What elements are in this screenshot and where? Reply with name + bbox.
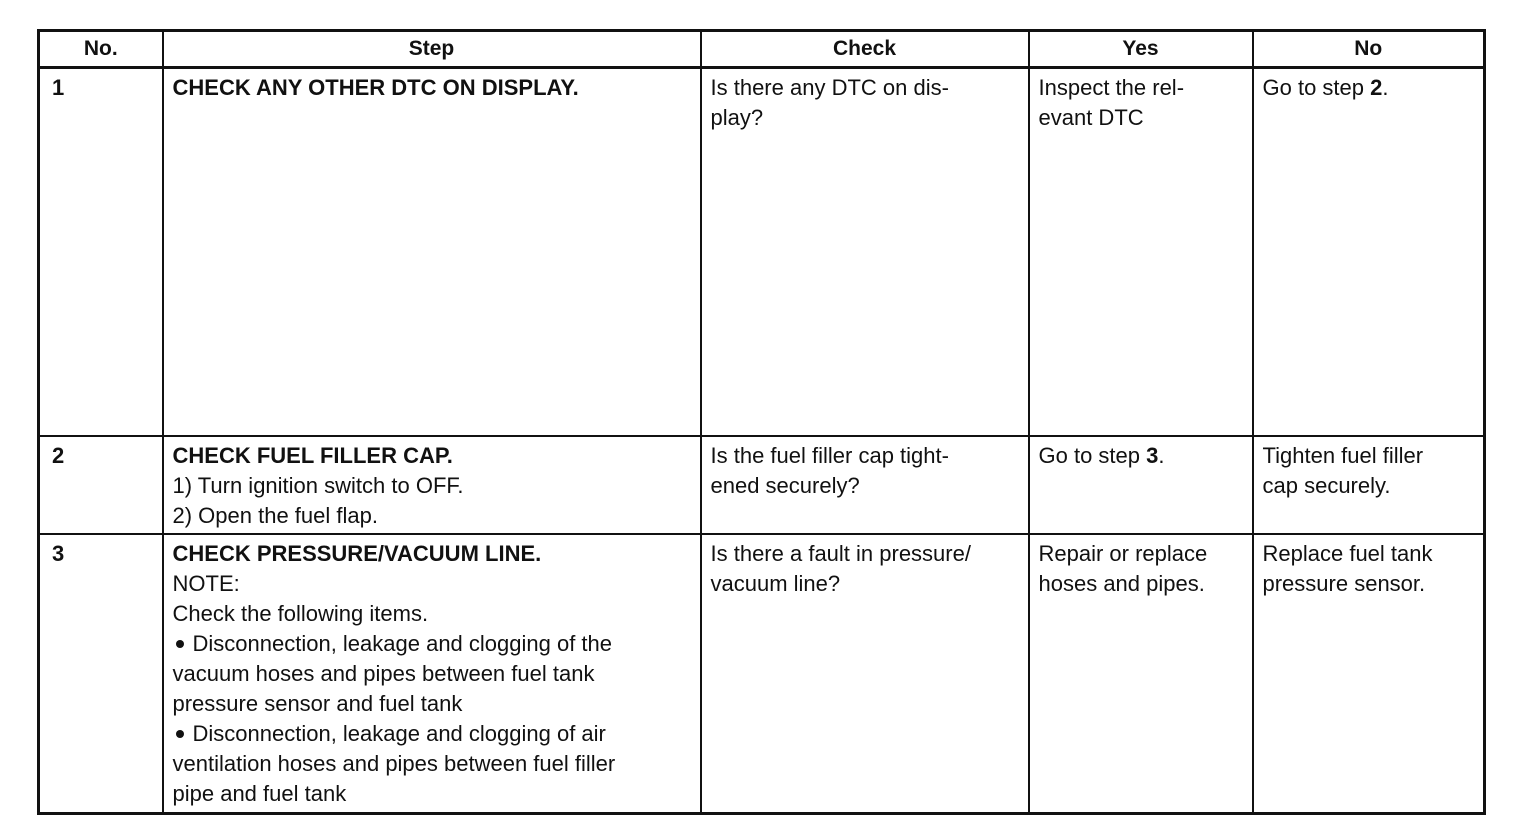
no-text: Tighten fuel filler: [1262, 442, 1424, 468]
note-label: NOTE:: [172, 570, 240, 596]
goto-prefix: Go to step: [1038, 442, 1147, 468]
step-line: 2) Open the fuel flap.: [172, 502, 378, 528]
bullet-text: vacuum hoses and pipes between fuel tank: [172, 660, 595, 686]
check-cell: [701, 68, 1029, 436]
check-text: Is the fuel filler cap tight-: [710, 442, 949, 468]
no-text: pressure sensor.: [1262, 570, 1426, 596]
table-body: [39, 68, 1485, 814]
check-text: vacuum line?: [710, 570, 841, 596]
no-text: [1263, 75, 1389, 100]
row-number: 2: [39, 436, 163, 534]
no-cell: [1253, 68, 1485, 436]
goto-step-number: 2: [1370, 75, 1383, 100]
goto-suffix: .: [1158, 442, 1165, 468]
yes-text: hoses and pipes.: [1038, 570, 1205, 596]
yes-cell: [1029, 68, 1253, 436]
step-line: 1) Turn ignition switch to OFF.: [172, 472, 464, 498]
row-number: 3: [39, 534, 163, 814]
goto-prefix: Go to step: [1262, 75, 1371, 100]
header-step: Step: [163, 31, 701, 68]
goto-suffix: .: [1382, 75, 1389, 100]
yes-text: evant DTC: [1038, 105, 1144, 130]
step-title: CHECK FUEL FILLER CAP.: [172, 442, 453, 468]
table-row: [39, 534, 1485, 814]
header-no: No.: [39, 31, 163, 68]
check-text: play?: [710, 105, 764, 130]
bullet-text: Disconnection, leakage and clogging of the: [192, 630, 613, 656]
step-cell: [163, 534, 701, 814]
step-line: Check the following items.: [172, 600, 429, 626]
header-check: Check: [701, 31, 1029, 68]
check-text: Is there any DTC on dis-: [710, 75, 949, 100]
bullet-text: pressure sensor and fuel tank: [172, 690, 463, 716]
diagnosis-table: [37, 29, 1486, 815]
goto-step-number: 3: [1146, 442, 1159, 468]
step-cell: [163, 68, 701, 436]
yes-cell: [1029, 436, 1253, 534]
check-cell: [701, 436, 1029, 534]
step-cell: [163, 436, 701, 534]
bullet-text: ventilation hoses and pipes between fuel filler: [172, 750, 616, 776]
bullet-item: [173, 629, 692, 659]
step-title: CHECK PRESSURE/VACUUM LINE.: [172, 540, 542, 566]
no-text: Replace fuel tank: [1262, 540, 1433, 566]
bullet-text: Disconnection, leakage and clogging of air: [192, 720, 606, 746]
no-text: cap securely.: [1262, 472, 1391, 498]
header-row: [39, 31, 1485, 68]
table-header: [39, 31, 1485, 68]
row-number: 1: [39, 68, 163, 436]
bullet-dot-icon: [176, 730, 184, 738]
header-yes: Yes: [1029, 31, 1253, 68]
no-cell: [1253, 436, 1485, 534]
bullet-dot-icon: [176, 640, 184, 648]
step-title: CHECK ANY OTHER DTC ON DISPLAY.: [172, 75, 579, 100]
no-cell: [1253, 534, 1485, 814]
bullet-text: pipe and fuel tank: [172, 780, 347, 806]
yes-text: Inspect the rel-: [1038, 75, 1185, 100]
check-text: ened securely?: [710, 472, 860, 498]
check-text: Is there a fault in pressure/: [710, 540, 971, 566]
header-no-action: No: [1253, 31, 1485, 68]
yes-cell: [1029, 534, 1253, 814]
bullet-item: [173, 719, 692, 749]
table-row: [39, 68, 1485, 436]
check-cell: [701, 534, 1029, 814]
table-row: [39, 436, 1485, 534]
yes-text: Repair or replace: [1038, 540, 1208, 566]
yes-text: [1039, 443, 1165, 468]
